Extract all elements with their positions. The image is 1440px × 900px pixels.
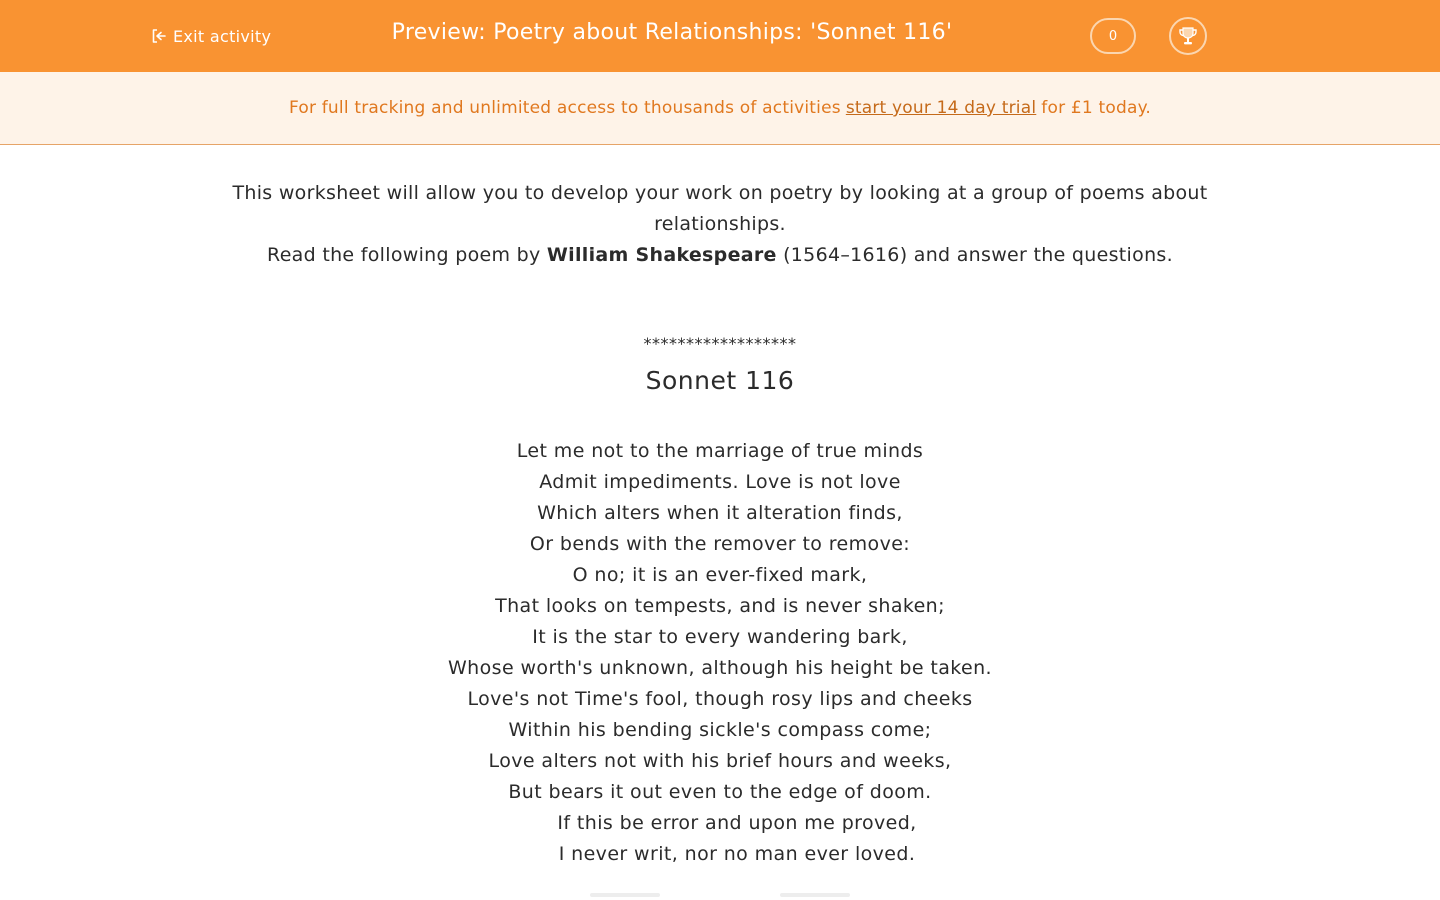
poem-line: Love alters not with his brief hours and weeks, <box>488 750 952 772</box>
exit-activity-button[interactable] <box>150 24 271 48</box>
poem-line: If this be error and upon me proved, <box>557 812 917 834</box>
poem-line: Within his bending sickle's compass come; <box>508 719 932 741</box>
page-title: Preview: Poetry about Relationships: 'Sonnet 116' <box>391 20 953 45</box>
promo-text-after: for £1 today. <box>1041 98 1152 118</box>
poem-line: Love's not Time's fool, though rosy lips and cheeks <box>467 688 973 710</box>
poem-line: O no; it is an ever-fixed mark, <box>572 564 868 586</box>
faint-content-below <box>590 893 850 900</box>
intro-line-1: This worksheet will allow you to develop your work on poetry by looking at a group of poems about relationships. <box>232 182 1208 235</box>
promo-text-before: For full tracking and unlimited access to thousands of activities <box>288 98 841 118</box>
poem-line: Whose worth's unknown, although his height be taken. <box>448 657 992 679</box>
trophy-icon <box>1176 24 1200 48</box>
intro-line-2-before: Read the following poem by <box>267 244 541 266</box>
start-trial-link[interactable]: start your 14 day trial <box>845 98 1037 118</box>
trophy-button[interactable] <box>1169 17 1207 55</box>
poem-line: Admit impediments. Love is not love <box>539 471 901 493</box>
intro-text <box>200 178 1240 271</box>
sign-out-icon <box>150 27 168 45</box>
poem-line: I never writ, nor no man ever loved. <box>558 843 916 865</box>
score-badge <box>1090 18 1136 54</box>
poem-line: Which alters when it alteration finds, <box>537 502 903 524</box>
top-bar <box>0 0 1440 72</box>
intro-line-2-after: (1564–1616) and answer the questions. <box>783 244 1173 266</box>
faint-mark <box>780 893 850 897</box>
promo-banner <box>0 72 1440 145</box>
poem-line: Let me not to the marriage of true minds <box>516 440 924 462</box>
poem-line: But bears it out even to the edge of doom. <box>508 781 932 803</box>
poem-title: Sonnet 116 <box>645 366 795 395</box>
exit-activity-label: Exit activity <box>173 26 272 46</box>
poem-separator: ****************** <box>643 334 797 353</box>
poem-line: That looks on tempests, and is never shaken; <box>495 595 945 617</box>
faint-mark <box>590 893 660 897</box>
poem-lines <box>320 436 1120 870</box>
score-value: 0 <box>1108 28 1118 44</box>
poem-line: Or bends with the remover to remove: <box>529 533 911 555</box>
author-name: William Shakespeare <box>546 244 777 266</box>
poem-line: It is the star to every wandering bark, <box>532 626 908 648</box>
intro-line-2 <box>200 240 1240 271</box>
